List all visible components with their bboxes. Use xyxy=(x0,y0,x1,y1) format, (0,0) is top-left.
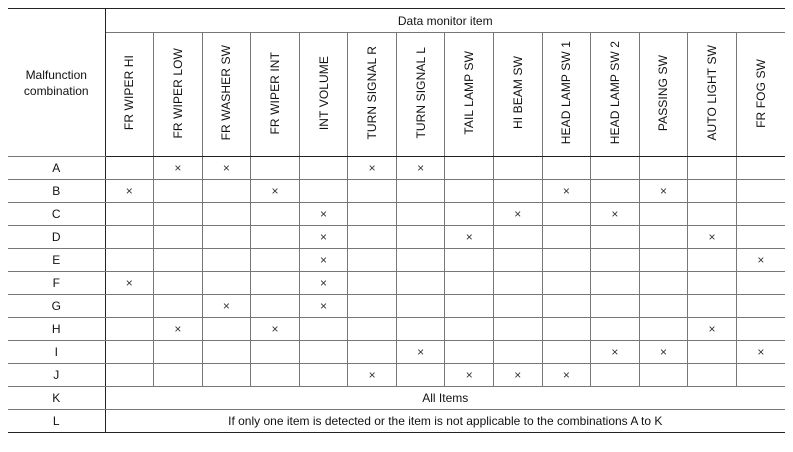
row-span-text: All Items xyxy=(105,387,785,410)
empty-cell xyxy=(251,157,300,180)
row-label: G xyxy=(8,295,105,318)
empty-cell xyxy=(251,295,300,318)
empty-cell xyxy=(494,272,543,295)
empty-cell xyxy=(688,249,737,272)
mark-cell: × xyxy=(251,180,300,203)
empty-cell xyxy=(348,203,397,226)
empty-cell xyxy=(105,318,154,341)
empty-cell xyxy=(591,272,640,295)
row-label: L xyxy=(8,410,105,433)
empty-cell xyxy=(154,180,203,203)
empty-cell xyxy=(299,157,348,180)
mark-cell: × xyxy=(154,157,203,180)
column-header xyxy=(348,33,397,157)
mark-cell: × xyxy=(202,295,251,318)
empty-cell xyxy=(494,226,543,249)
column-header-label: FR WIPER LOW xyxy=(170,47,185,139)
mark-cell: × xyxy=(494,203,543,226)
mark-cell: × xyxy=(591,341,640,364)
empty-cell xyxy=(396,295,445,318)
empty-cell xyxy=(639,157,688,180)
row-label: K xyxy=(8,387,105,410)
column-header-label: TURN SIGNAL R xyxy=(365,46,380,140)
empty-cell xyxy=(542,226,591,249)
empty-cell xyxy=(445,249,494,272)
empty-cell xyxy=(688,341,737,364)
mark-cell: × xyxy=(299,203,348,226)
mark-cell: × xyxy=(736,249,785,272)
empty-cell xyxy=(348,272,397,295)
empty-cell xyxy=(591,226,640,249)
empty-cell xyxy=(639,364,688,387)
empty-cell xyxy=(251,341,300,364)
column-header xyxy=(591,33,640,157)
empty-cell xyxy=(202,318,251,341)
table-row xyxy=(8,180,785,203)
column-header-label: PASSING SW xyxy=(656,54,671,132)
empty-cell xyxy=(202,364,251,387)
row-label: H xyxy=(8,318,105,341)
empty-cell xyxy=(445,272,494,295)
empty-cell xyxy=(154,226,203,249)
empty-cell xyxy=(202,249,251,272)
column-header-label: FR FOG SW xyxy=(753,58,768,128)
table-row xyxy=(8,157,785,180)
empty-cell xyxy=(251,249,300,272)
empty-cell xyxy=(639,226,688,249)
column-header xyxy=(154,33,203,157)
empty-cell xyxy=(299,341,348,364)
empty-cell xyxy=(105,249,154,272)
empty-cell xyxy=(639,249,688,272)
malfunction-combination-table xyxy=(8,8,785,433)
column-header xyxy=(202,33,251,157)
column-header-label: HEAD LAMP SW 1 xyxy=(559,41,574,145)
empty-cell xyxy=(639,318,688,341)
mark-cell: × xyxy=(105,272,154,295)
mark-cell: × xyxy=(348,364,397,387)
mark-cell: × xyxy=(494,364,543,387)
empty-cell xyxy=(736,272,785,295)
empty-cell xyxy=(202,203,251,226)
empty-cell xyxy=(154,341,203,364)
empty-cell xyxy=(542,318,591,341)
table-row xyxy=(8,341,785,364)
mark-cell: × xyxy=(639,341,688,364)
empty-cell xyxy=(445,157,494,180)
group-header: Data monitor item xyxy=(105,9,785,33)
empty-cell xyxy=(639,203,688,226)
row-label: C xyxy=(8,203,105,226)
column-header-label: TURN SIGNAL L xyxy=(413,47,428,139)
column-header xyxy=(688,33,737,157)
empty-cell xyxy=(396,180,445,203)
row-label: F xyxy=(8,272,105,295)
empty-cell xyxy=(251,226,300,249)
empty-cell xyxy=(348,341,397,364)
empty-cell xyxy=(396,364,445,387)
row-span-text: If only one item is detected or the item is not applicable to the combinations A to K xyxy=(105,410,785,433)
empty-cell xyxy=(639,272,688,295)
mark-cell: × xyxy=(688,226,737,249)
mark-cell: × xyxy=(396,157,445,180)
column-header-label: HEAD LAMP SW 2 xyxy=(607,41,622,145)
mark-cell: × xyxy=(445,226,494,249)
empty-cell xyxy=(542,157,591,180)
column-header-label: HI BEAM SW xyxy=(510,56,525,130)
empty-cell xyxy=(202,272,251,295)
empty-cell xyxy=(542,249,591,272)
empty-cell xyxy=(251,203,300,226)
empty-cell xyxy=(299,364,348,387)
column-header xyxy=(639,33,688,157)
table-row xyxy=(8,226,785,249)
row-label: J xyxy=(8,364,105,387)
empty-cell xyxy=(105,295,154,318)
row-label: I xyxy=(8,341,105,364)
table-row xyxy=(8,364,785,387)
empty-cell xyxy=(396,272,445,295)
empty-cell xyxy=(688,203,737,226)
mark-cell: × xyxy=(299,226,348,249)
column-header xyxy=(251,33,300,157)
corner-header xyxy=(8,9,105,157)
empty-cell xyxy=(688,180,737,203)
table-row xyxy=(8,249,785,272)
empty-cell xyxy=(154,364,203,387)
empty-cell xyxy=(445,180,494,203)
mark-cell: × xyxy=(299,249,348,272)
empty-cell xyxy=(105,157,154,180)
empty-cell xyxy=(348,249,397,272)
empty-cell xyxy=(736,364,785,387)
empty-cell xyxy=(348,180,397,203)
empty-cell xyxy=(591,364,640,387)
mark-cell: × xyxy=(299,272,348,295)
empty-cell xyxy=(202,341,251,364)
column-header xyxy=(105,33,154,157)
empty-cell xyxy=(542,272,591,295)
empty-cell xyxy=(736,295,785,318)
column-header xyxy=(445,33,494,157)
empty-cell xyxy=(445,341,494,364)
empty-cell xyxy=(736,318,785,341)
empty-cell xyxy=(736,203,785,226)
column-header-label: FR WIPER INT xyxy=(267,51,282,135)
empty-cell xyxy=(494,180,543,203)
empty-cell xyxy=(591,180,640,203)
table-row xyxy=(8,318,785,341)
empty-cell xyxy=(494,318,543,341)
empty-cell xyxy=(154,295,203,318)
column-header xyxy=(396,33,445,157)
column-header xyxy=(299,33,348,157)
empty-cell xyxy=(591,157,640,180)
empty-cell xyxy=(396,249,445,272)
row-label: B xyxy=(8,180,105,203)
table-body xyxy=(8,157,785,433)
column-header xyxy=(542,33,591,157)
empty-cell xyxy=(688,295,737,318)
mark-cell: × xyxy=(591,203,640,226)
empty-cell xyxy=(105,203,154,226)
row-label: D xyxy=(8,226,105,249)
empty-cell xyxy=(105,364,154,387)
mark-cell: × xyxy=(542,180,591,203)
mark-cell: × xyxy=(251,318,300,341)
empty-cell xyxy=(591,295,640,318)
empty-cell xyxy=(396,318,445,341)
empty-cell xyxy=(494,157,543,180)
column-header-label: INT VOLUME xyxy=(316,55,331,131)
empty-cell xyxy=(639,295,688,318)
table-row xyxy=(8,410,785,433)
table-row xyxy=(8,295,785,318)
mark-cell: × xyxy=(736,341,785,364)
empty-cell xyxy=(445,295,494,318)
corner-label: Malfunction combination xyxy=(23,67,89,98)
empty-cell xyxy=(105,226,154,249)
empty-cell xyxy=(494,295,543,318)
empty-cell xyxy=(299,318,348,341)
empty-cell xyxy=(154,272,203,295)
mark-cell: × xyxy=(105,180,154,203)
empty-cell xyxy=(348,295,397,318)
empty-cell xyxy=(445,203,494,226)
column-header-row xyxy=(8,33,785,157)
row-label: E xyxy=(8,249,105,272)
mark-cell: × xyxy=(639,180,688,203)
mark-cell: × xyxy=(154,318,203,341)
empty-cell xyxy=(154,249,203,272)
mark-cell: × xyxy=(688,318,737,341)
column-header xyxy=(736,33,785,157)
mark-cell: × xyxy=(445,364,494,387)
empty-cell xyxy=(688,364,737,387)
column-header xyxy=(494,33,543,157)
empty-cell xyxy=(591,318,640,341)
mark-cell: × xyxy=(202,157,251,180)
mark-cell: × xyxy=(348,157,397,180)
column-header-label: AUTO LIGHT SW xyxy=(705,45,720,141)
empty-cell xyxy=(396,203,445,226)
empty-cell xyxy=(445,318,494,341)
empty-cell xyxy=(736,157,785,180)
row-label: A xyxy=(8,157,105,180)
empty-cell xyxy=(688,272,737,295)
empty-cell xyxy=(202,180,251,203)
empty-cell xyxy=(105,341,154,364)
empty-cell xyxy=(542,341,591,364)
mark-cell: × xyxy=(299,295,348,318)
empty-cell xyxy=(494,249,543,272)
table-row xyxy=(8,203,785,226)
empty-cell xyxy=(396,226,445,249)
empty-cell xyxy=(736,226,785,249)
column-header-label: TAIL LAMP SW xyxy=(462,51,477,135)
mark-cell: × xyxy=(396,341,445,364)
empty-cell xyxy=(688,157,737,180)
empty-cell xyxy=(348,318,397,341)
mark-cell: × xyxy=(542,364,591,387)
empty-cell xyxy=(591,249,640,272)
empty-cell xyxy=(154,203,203,226)
table-row xyxy=(8,387,785,410)
empty-cell xyxy=(251,272,300,295)
empty-cell xyxy=(348,226,397,249)
table-row xyxy=(8,272,785,295)
empty-cell xyxy=(299,180,348,203)
column-header-label: FR WASHER SW xyxy=(219,45,234,141)
empty-cell xyxy=(202,226,251,249)
empty-cell xyxy=(542,203,591,226)
empty-cell xyxy=(736,180,785,203)
empty-cell xyxy=(251,364,300,387)
empty-cell xyxy=(542,295,591,318)
column-header-label: FR WIPER HI xyxy=(122,55,137,131)
empty-cell xyxy=(494,341,543,364)
